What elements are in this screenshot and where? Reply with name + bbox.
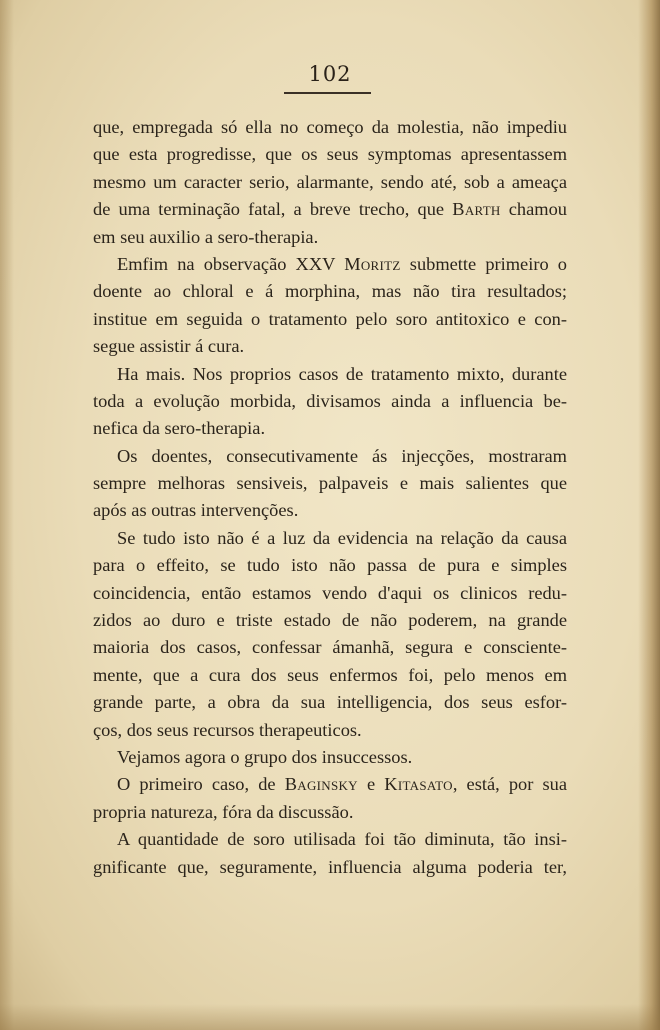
paragraph [93,443,567,525]
paragraph [93,361,567,443]
text-run: maioria dos casos, confessar ámanhã, segura e consciente- [93,637,567,658]
text-line [93,278,567,305]
page-shadow-right [638,0,660,1030]
text-run: sempre melhoras sensiveis, palpaveis e mais salientes que [93,473,567,494]
text-line [93,224,567,251]
text-line [93,114,567,141]
text-run: Se tudo isto não é a luz da evidencia na relação da causa [117,527,567,548]
page-shadow-left [0,0,14,1030]
paragraph [93,744,567,771]
text-line [93,580,567,607]
author-name: Baginsky [284,774,358,795]
paragraph [93,114,567,251]
text-run: propria natureza, fóra da discussão. [93,801,354,822]
text-run: mente, que a cura dos seus enfermos foi, pelo menos em [93,664,567,685]
text-run: Emfim na observação XXV [117,253,345,274]
text-line [93,689,567,716]
text-line [93,443,567,470]
page-shadow-bottom [0,1004,660,1030]
text-run: mesmo um caracter serio, alarmante, sendo até, sob a ameaça [93,171,567,192]
text-line [93,470,567,497]
paragraph [93,771,567,826]
text-run: após as outras intervenções. [93,500,299,521]
text-run: A quantidade de soro utilisada foi tão diminuta, tão insi- [117,829,567,850]
text-line [93,169,567,196]
text-line [93,251,567,278]
text-line [93,717,567,744]
text-line [93,744,567,771]
text-run: Os doentes, consecutivamente ás injecções, mostraram [117,445,567,466]
text-run: para o effeito, se tudo isto não passa de pura e simples [93,555,567,576]
text-run: toda a evolução morbida, divisamos ainda a influencia be- [93,390,567,411]
text-run: institue em seguida o tratamento pelo soro antitoxico e con- [93,308,567,329]
text-line [93,552,567,579]
text-run: O primeiro caso, de [117,774,285,795]
text-line [93,388,567,415]
text-run: Vejamos agora o grupo dos insuccessos. [117,746,413,767]
text-run: coincidencia, então estamos vendo d'aqui os clinicos redu- [93,582,567,603]
text-run: submette primeiro o [400,253,567,274]
body-text [93,114,567,881]
text-run: de uma terminação fatal, a breve trecho, que [93,199,453,220]
text-line [93,196,567,223]
page-number: 102 [308,62,352,86]
text-run: chamou [500,199,567,220]
text-line [93,141,567,168]
text-run: zidos ao duro e triste estado de não poderem, na grande [93,610,567,631]
text-line [93,497,567,524]
text-line [93,361,567,388]
text-run: que, empregada só ella no começo da molestia, não impediu [93,117,567,137]
text-line [93,634,567,661]
text-line [93,771,567,798]
paragraph [93,251,567,361]
text-line [93,607,567,634]
author-name: Barth [452,199,501,220]
text-run: e [357,774,385,795]
text-run: segue assistir á cura. [93,336,245,357]
text-run: grande parte, a obra da sua intelligencia, dos seus esfor- [93,692,567,713]
text-run: em seu auxilio a sero-therapia. [93,226,319,247]
text-run: gnificante que, seguramente, influencia alguma poderia ter, [93,856,567,877]
text-run: que esta progredisse, que os seus symptomas apresentassem [93,144,567,165]
author-name: Moritz [344,253,401,274]
text-line [93,826,567,853]
text-line [93,854,567,881]
text-run: nefica da sero-therapia. [93,418,266,439]
text-line [93,415,567,442]
text-run: , está, por sua [452,774,567,795]
author-name: Kitasato [384,774,453,795]
paragraph [93,525,567,744]
text-line [93,333,567,360]
paragraph [93,826,567,881]
text-line [93,306,567,333]
page-number-rule [284,92,371,94]
text-run: ços, dos seus recursos therapeuticos. [93,719,362,740]
text-run: Ha mais. Nos proprios casos de tratamento mixto, durante [117,363,567,384]
text-line [93,662,567,689]
text-run: doente ao chloral e á morphina, mas não tira resultados; [93,281,567,302]
text-line [93,525,567,552]
text-line [93,799,567,826]
